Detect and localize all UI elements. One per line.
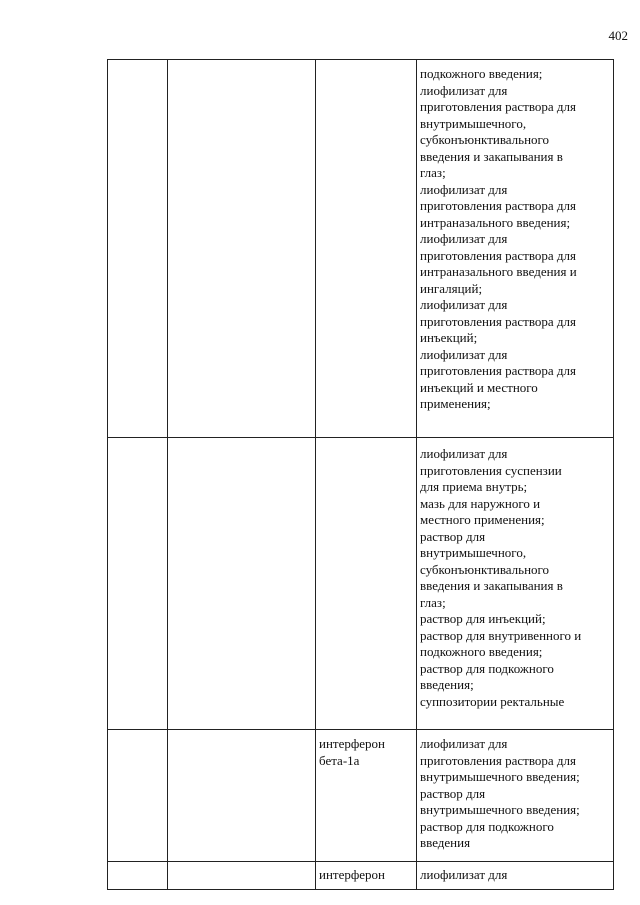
dosage-form-line: раствор для подкожного [420,818,554,834]
substance-cell [316,862,417,890]
dosage-form-line: применения; [420,396,491,411]
dosage-form-line: внутримышечного введения; [420,769,580,784]
dosage-form-line: мазь для наружного и [420,495,541,511]
table-body [108,60,614,890]
page-number: 402 [608,28,628,43]
atc-code-cell [108,438,168,730]
drug-table [107,59,614,890]
table-row [108,862,614,890]
dosage-form-line: введения и закапывания в [420,578,563,593]
dosage-form-line: ингаляций; [420,280,483,296]
dosage-form-line: лиофилизат для [420,446,508,461]
substance-line: бета-1a [319,752,360,768]
dosage-form-cell [417,730,614,862]
atc-code-cell [108,60,168,438]
table-row [108,730,614,862]
substance-line: интерферон [319,867,386,882]
dosage-form-line: внутримышечного, [420,545,527,560]
dosage-form-line: приготовления раствора для [420,198,576,213]
substance-line: интерферон [319,736,386,751]
group-name-cell [168,438,316,730]
substance-cell [316,730,417,862]
atc-code-cell [108,730,168,862]
dosage-form-line: лиофилизат для [420,82,508,98]
dosage-form-line: инъекций; [420,330,478,345]
dosage-form-line: для приема внутрь; [420,479,528,494]
table-row [108,438,614,730]
dosage-form-line: приготовления раствора для [420,752,576,768]
dosage-form-line: введения и закапывания в [420,148,563,164]
dosage-form-line: глаз; [420,594,446,610]
dosage-form-line: раствор для внутривенного и [420,627,582,643]
group-name-cell [168,60,316,438]
dosage-form-line: лиофилизат для [420,736,508,751]
dosage-form-line: инъекций и местного [420,379,538,395]
dosage-form-line: приготовления раствора для [420,247,576,263]
dosage-form-cell [417,60,614,438]
group-name-cell [168,862,316,890]
dosage-form-line: приготовления раствора для [420,313,576,329]
dosage-form-line: лиофилизат для [420,346,508,362]
dosage-form-line: раствор для инъекций; [420,611,546,626]
dosage-form-line: введения [420,835,471,850]
table-row [108,60,614,438]
dosage-form-line: раствор для [420,528,486,544]
dosage-form-line: лиофилизат для [420,231,508,246]
dosage-form-line: подкожного введения; [420,644,543,659]
dosage-form-line: внутримышечного введения; [420,802,580,817]
dosage-form-line: раствор для подкожного [420,660,554,676]
group-name-cell [168,730,316,862]
substance-cell [316,60,417,438]
dosage-form-line: интраназального введения; [420,214,571,230]
dosage-form-line: местного применения; [420,512,545,527]
dosage-form-line: лиофилизат для [420,181,508,197]
dosage-form-line: суппозитории ректальные [420,693,565,709]
dosage-form-line: глаз; [420,165,446,180]
dosage-form-line: внутримышечного, [420,115,527,131]
dosage-form-line: приготовления раствора для [420,99,576,114]
dosage-form-line: лиофилизат для [420,867,508,882]
dosage-form-line: приготовления раствора для [420,363,576,378]
dosage-form-line: подкожного введения; [420,66,543,81]
dosage-form-cell [417,862,614,890]
substance-cell [316,438,417,730]
dosage-form-line: приготовления суспензии [420,462,562,478]
dosage-form-line: субконъюнктивального [420,561,550,577]
dosage-form-line: субконъюнктивального [420,132,550,147]
dosage-form-line: лиофилизат для [420,297,508,312]
atc-code-cell [108,862,168,890]
dosage-form-line: раствор для [420,785,486,801]
dosage-form-cell [417,438,614,730]
dosage-form-line: интраназального введения и [420,264,577,279]
dosage-form-line: введения; [420,677,474,692]
